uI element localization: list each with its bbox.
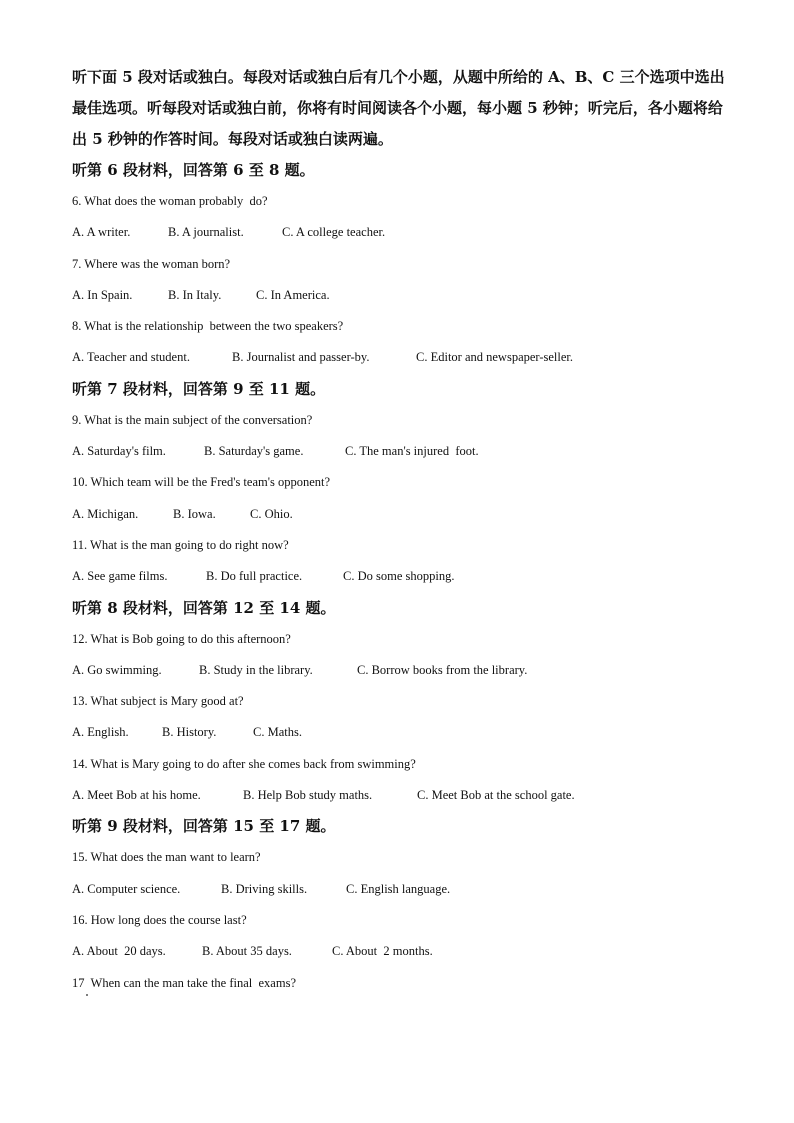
option-c: C. Ohio. bbox=[250, 506, 293, 521]
question: 8. What is the relationship between the two speakers? bbox=[72, 319, 344, 334]
question: 6. What does the woman probably do? bbox=[72, 194, 268, 208]
stray-dot bbox=[86, 994, 88, 996]
option-b: B. Do full practice. bbox=[206, 569, 303, 584]
section-heading: 听第 8 段材料，回答第 12 至 14 题。 bbox=[72, 598, 336, 617]
answer-options bbox=[72, 217, 732, 248]
answer-options bbox=[72, 780, 732, 811]
question: 17 When can the man take the final exams? bbox=[72, 975, 296, 990]
document-page bbox=[72, 62, 732, 999]
option-b: B. History. bbox=[162, 725, 217, 740]
option-a: A. About 20 days. bbox=[72, 944, 166, 959]
answer-options bbox=[72, 499, 732, 530]
option-b: B. A journalist. bbox=[168, 225, 244, 240]
question: 11. What is the man going to do right now? bbox=[72, 537, 289, 552]
answer-options bbox=[72, 561, 732, 592]
option-c: C. About 2 months. bbox=[332, 944, 433, 959]
option-b: B. Study in the library. bbox=[199, 662, 313, 677]
section-heading: 听第 9 段材料，回答第 15 至 17 题。 bbox=[72, 817, 336, 836]
option-a: A. Meet Bob at his home. bbox=[72, 788, 201, 803]
question: 12. What is Bob going to do this afternoon? bbox=[72, 631, 291, 646]
option-a: A. Saturday's film. bbox=[72, 444, 166, 459]
instructions-paragraph: 听下面 5 段对话或独白。每段对话或独白后有几个小题，从题中所给的 A、B、C 三个选项中选出最佳选项。听每段对话或独白前，你将有时间阅读各个小题，每小题 5 秒钟；听完后，各小题将给出 5 秒钟的作答时间。每段对话或独白读两遍。 bbox=[72, 68, 725, 148]
option-a: A. A writer. bbox=[72, 225, 131, 240]
option-a: A. In Spain. bbox=[72, 287, 133, 302]
answer-options bbox=[72, 342, 732, 373]
option-b: B. In Italy. bbox=[168, 287, 222, 302]
question: 15. What does the man want to learn? bbox=[72, 850, 261, 865]
option-a: A. Computer science. bbox=[72, 881, 181, 896]
option-c: C. A college teacher. bbox=[282, 225, 386, 240]
option-b: B. Help Bob study maths. bbox=[243, 788, 373, 803]
option-a: A. See game films. bbox=[72, 569, 168, 584]
question: 9. What is the main subject of the conversation? bbox=[72, 412, 313, 427]
option-c: C. Do some shopping. bbox=[343, 569, 455, 584]
option-b: B. Driving skills. bbox=[221, 881, 308, 896]
option-a: A. Go swimming. bbox=[72, 662, 162, 677]
question: 10. Which team will be the Fred's team's opponent? bbox=[72, 475, 331, 490]
section-heading: 听第 6 段材料，回答第 6 至 8 题。 bbox=[72, 161, 315, 179]
answer-options bbox=[72, 936, 732, 967]
option-c: C. Meet Bob at the school gate. bbox=[417, 788, 575, 803]
option-c: C. English language. bbox=[346, 881, 451, 896]
option-a: A. Michigan. bbox=[72, 506, 139, 521]
section-heading: 听第 7 段材料，回答第 9 至 11 题。 bbox=[72, 379, 326, 398]
option-c: C. Maths. bbox=[253, 725, 302, 740]
answer-options bbox=[72, 436, 732, 467]
answer-options bbox=[72, 874, 732, 905]
answer-options bbox=[72, 655, 732, 686]
option-b: B. About 35 days. bbox=[202, 944, 292, 959]
question: 13. What subject is Mary good at? bbox=[72, 694, 244, 709]
option-c: C. Editor and newspaper-seller. bbox=[416, 350, 573, 365]
option-c: C. The man's injured foot. bbox=[345, 444, 479, 459]
option-b: B. Iowa. bbox=[173, 506, 216, 521]
option-c: C. Borrow books from the library. bbox=[357, 662, 528, 677]
option-a: A. English. bbox=[72, 725, 129, 740]
question: 14. What is Mary going to do after she comes back from swimming? bbox=[72, 756, 416, 771]
option-c: C. In America. bbox=[256, 287, 330, 302]
answer-options bbox=[72, 717, 732, 748]
answer-options bbox=[72, 280, 732, 311]
question: 16. How long does the course last? bbox=[72, 912, 247, 927]
option-a: A. Teacher and student. bbox=[72, 350, 190, 365]
question: 7. Where was the woman born? bbox=[72, 256, 231, 271]
option-b: B. Journalist and passer-by. bbox=[232, 350, 370, 365]
option-b: B. Saturday's game. bbox=[204, 444, 304, 459]
